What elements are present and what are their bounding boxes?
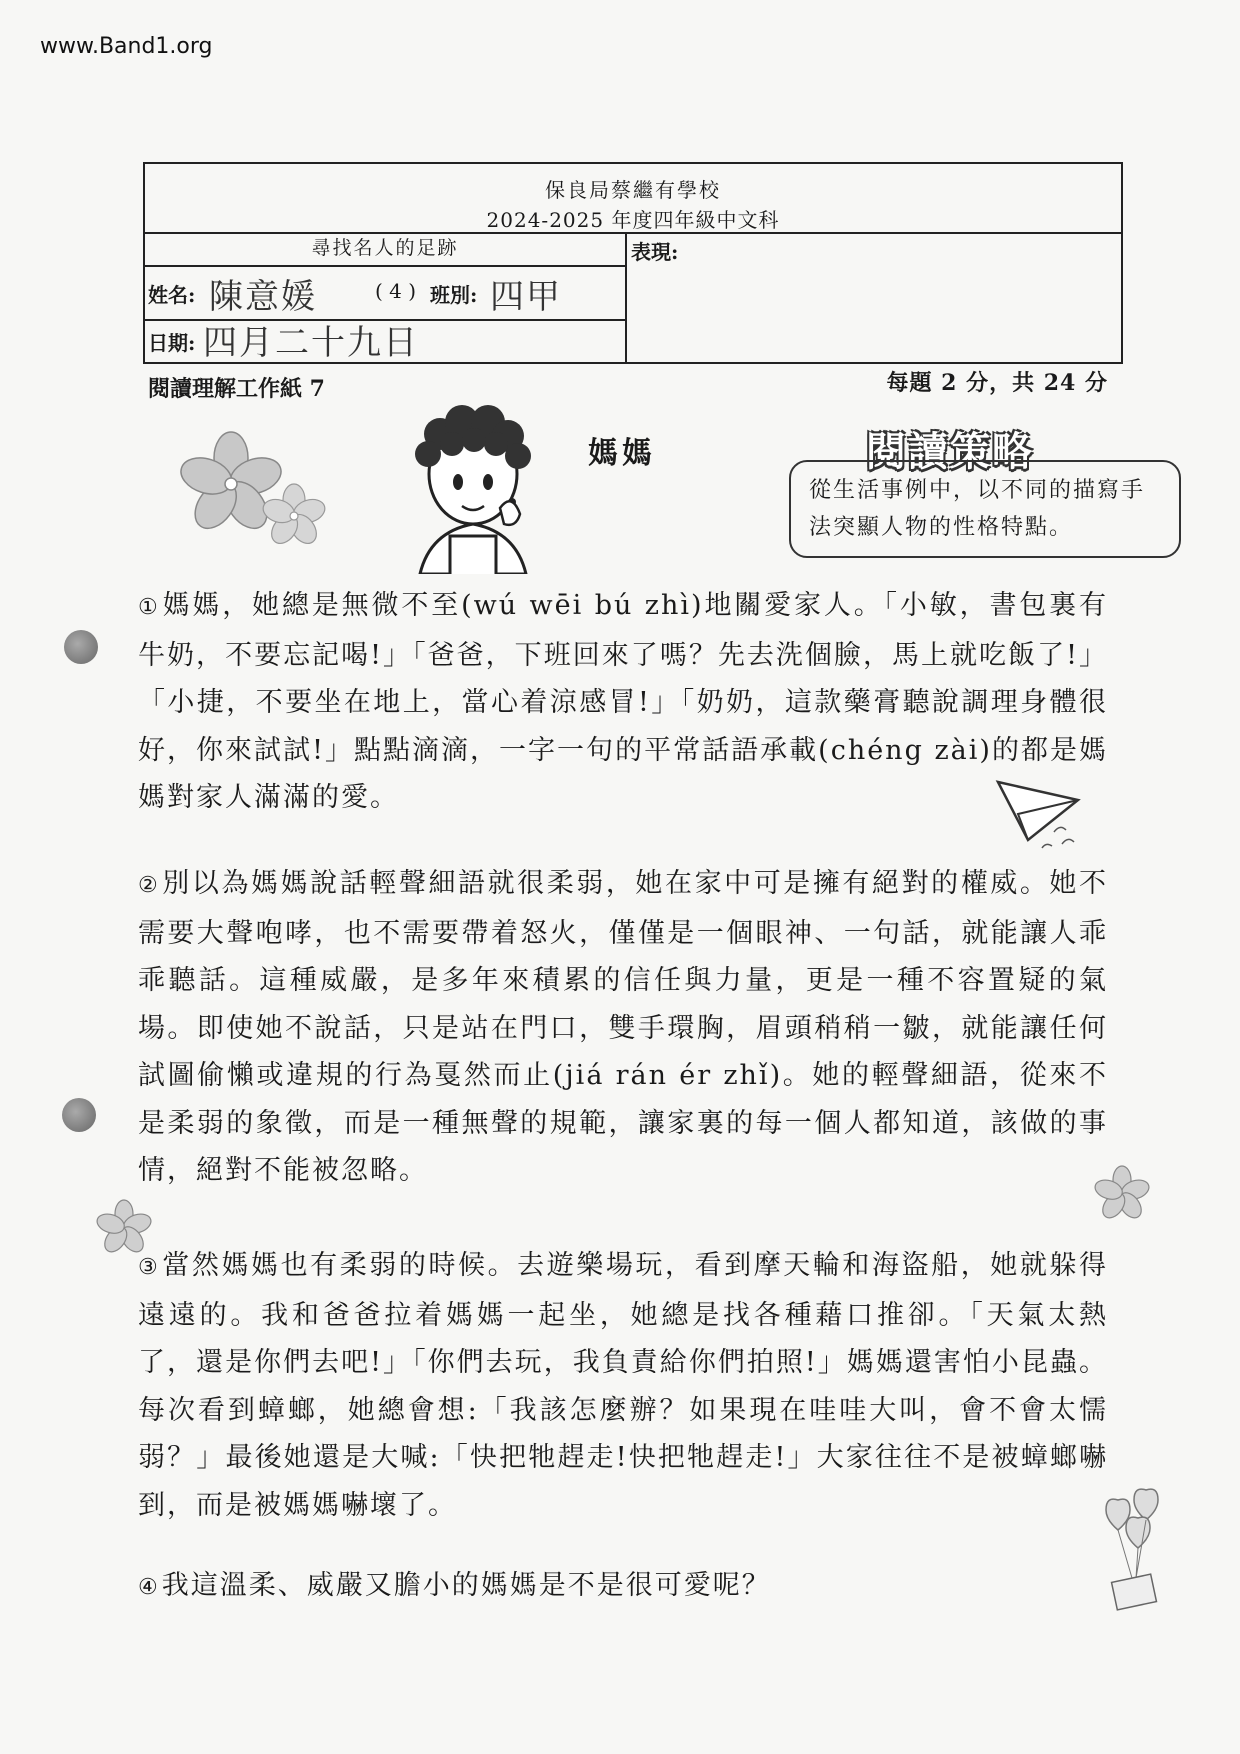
paragraph-number: ② xyxy=(138,873,160,898)
paragraph-text: 別以為媽媽說話輕聲細語就很柔弱，她在家中可是擁有絕對的權威。她不需要大聲咆哮，也不需要帶着怒火，僅僅是一個眼神、一句話，就能讓人乖乖聽話。這種威嚴，是多年來積累的信任與力量，更是一種不容置疑的氣場。即使她不說話，只是站在門口，雙手環胸，眉頭稍稍一皺，就能讓任何試圖偷懶或違規的行為戛然而止(jiá rán ér zhǐ)。她的輕聲細語，從來不是柔弱的象徵，而是一種無聲的規範，讓家裏的每一個人都知道，該做的事情，絕對不能被忽略。 xyxy=(138,868,1108,1186)
punch-hole-bottom xyxy=(62,1098,96,1132)
year-subject: 2024-2025 年度四年級中文科 xyxy=(486,208,780,232)
article-title: 媽媽 xyxy=(588,436,656,471)
paragraph-3 xyxy=(138,1242,1108,1529)
school-name: 保良局蔡繼有學校 xyxy=(545,178,721,202)
mother-illustration-icon xyxy=(400,404,546,574)
header-student-info xyxy=(145,232,627,362)
name-row xyxy=(145,265,625,321)
performance-label: 表現: xyxy=(631,240,679,264)
paragraph-number: ③ xyxy=(138,1255,160,1280)
small-flower-icon xyxy=(1082,1160,1162,1232)
paragraph-number: ① xyxy=(138,595,160,620)
paragraph-4 xyxy=(138,1562,1108,1612)
date-row xyxy=(145,319,625,362)
name-field[interactable]: 陳意媛 xyxy=(209,277,317,317)
paragraph-number: ④ xyxy=(138,1575,160,1600)
paragraph-2 xyxy=(138,860,1108,1195)
name-label: 姓名: xyxy=(148,283,196,307)
unit-title: 尋找名人的足跡 xyxy=(145,232,625,267)
score-info: 每題 2 分，共 24 分 xyxy=(886,370,1108,396)
paragraph-text: 當然媽媽也有柔弱的時候。去遊樂場玩，看到摩天輪和海盜船，她就躲得遠遠的。我和爸爸拉着媽媽一起坐，她總是找各種藉口推卻。「天氣太熱了，還是你們去吧!」「你們去玩，我負責給你們拍照!」媽媽還害怕小昆蟲。每次看到蟑螂，她總會想:「我該怎麼辦？如果現在哇哇大叫，會不會太懦弱？」最後她還是大喊:「快把牠趕走!快把牠趕走!」大家往往不是被蟑螂嚇到，而是被媽媽嚇壞了。 xyxy=(138,1250,1108,1521)
class-number[interactable]: ( 4 ) xyxy=(375,279,417,303)
worksheet-title: 閱讀理解工作紙 7 xyxy=(148,376,325,402)
strategy-title: 閱讀策略 xyxy=(866,428,1034,475)
paper-plane-icon xyxy=(994,778,1092,856)
strategy-text: 從生活事例中，以不同的描寫手法突顯人物的性格特點。 xyxy=(809,478,1146,540)
strategy-box xyxy=(789,460,1181,558)
punch-hole-top xyxy=(64,630,98,664)
header-table xyxy=(143,162,1123,364)
class-field[interactable]: 四甲 xyxy=(490,277,562,317)
class-label: 班別: xyxy=(430,283,478,307)
paragraph-1 xyxy=(138,582,1108,822)
header-title-row xyxy=(145,164,1121,234)
watermark-url: www.Band1.org xyxy=(40,34,213,59)
date-label: 日期: xyxy=(148,331,196,355)
paragraph-text: 媽媽，她總是無微不至(wú wēi bú zhì)地關愛家人。「小敏，書包裏有牛奶，不要忘記喝!」「爸爸，下班回來了嗎？先去洗個臉，馬上就吃飯了!」「小捷，不要坐在地上，當心着涼感冒!」「奶奶，這款藥膏聽說調理身體很好，你來試試!」點點滴滴，一字一句的平常話語承載(chéng zài)的都是媽媽對家人滿滿的愛。 xyxy=(138,590,1108,813)
date-field[interactable]: 四月二十九日 xyxy=(203,323,419,363)
paragraph-text: 我這溫柔、威嚴又膽小的媽媽是不是很可愛呢？ xyxy=(161,1570,771,1601)
flower-icon xyxy=(176,426,336,556)
